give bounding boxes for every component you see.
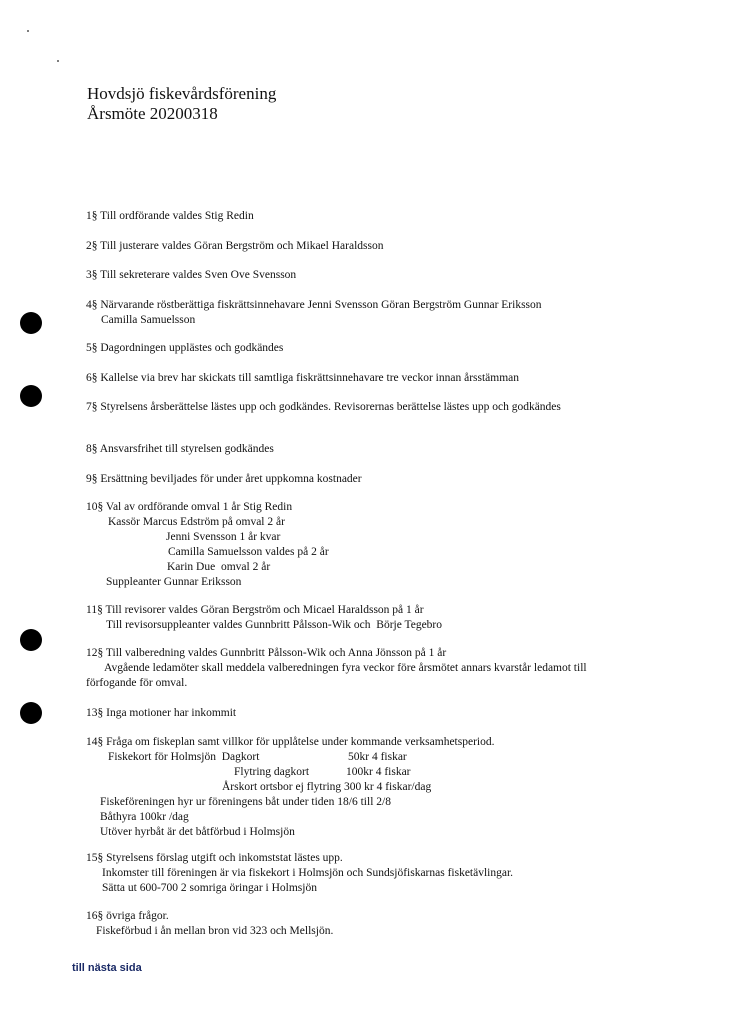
item-5: 5§ Dagordningen upplästes och godkändes	[86, 342, 284, 354]
item-12-line: 12§ Till valberedning valdes Gunnbritt Pålsson-Wik och Anna Jönsson på 1 år	[86, 647, 447, 659]
item-15	[86, 851, 646, 896]
fee-label: Årskort ortsbor ej flytring 300 kr 4 fiskar/dag	[222, 781, 432, 793]
item-12-line: förfogande för omval.	[86, 677, 188, 689]
item-15-line: Sätta ut 600-700 2 somriga öringar i Holmsjön	[102, 882, 317, 894]
fee-row	[86, 750, 646, 765]
punch-hole	[20, 385, 42, 407]
meeting-title: Årsmöte 20200318	[87, 104, 218, 123]
item-11-line: 11§ Till revisorer valdes Göran Bergström och Micael Haraldsson på 1 år	[86, 604, 424, 616]
item-6: 6§ Kallelse via brev har skickats till samtliga fiskrättsinnehavare tre veckor innan årsstämman	[86, 372, 520, 384]
item-9: 9§ Ersättning beviljades för under året uppkomna kostnader	[86, 473, 362, 485]
item-10-line: Kassör Marcus Edström på omval 2 år	[108, 516, 285, 528]
item-10-line: 10§ Val av ordförande omval 1 år Stig Redin	[86, 501, 293, 513]
item-8: 8§ Ansvarsfrihet till styrelsen godkändes	[86, 443, 274, 455]
item-15-line: 15§ Styrelsens förslag utgift och inkomststat lästes upp.	[86, 852, 343, 864]
item-10-line: Jenni Svensson 1 år kvar	[166, 531, 281, 543]
item-13: 13§ Inga motioner har inkommit	[86, 707, 237, 719]
item-16-line: Fiskeförbud i ån mellan bron vid 323 och Mellsjön.	[96, 925, 334, 937]
fee-label: Fiskekort för Holmsjön Dagkort	[108, 751, 260, 763]
document-header	[87, 84, 276, 124]
item-11	[86, 603, 646, 633]
item-3: 3§ Till sekreterare valdes Sven Ove Svensson	[86, 269, 297, 281]
item-12-line: Avgående ledamöter skall meddela valberedningen fyra veckor före årsmötet annars kvarstår ledamot till	[104, 662, 587, 674]
item-14-line: Fiskeföreningen hyr ur föreningens båt under tiden 18/6 till 2/8	[100, 796, 391, 808]
item-14	[86, 735, 646, 840]
item-1: 1§ Till ordförande valdes Stig Redin	[86, 210, 254, 222]
fee-price: 100kr 4 fiskar	[346, 766, 411, 778]
punch-hole	[20, 702, 42, 724]
item-14-line: Båthyra 100kr /dag	[100, 811, 189, 823]
item-12	[86, 646, 646, 691]
item-14-intro: 14§ Fråga om fiskeplan samt villkor för upplåtelse under kommande verksamhetsperiod.	[86, 736, 495, 748]
item-10-line: Camilla Samuelsson valdes på 2 år	[168, 546, 329, 558]
item-15-line: Inkomster till föreningen är via fiskekort i Holmsjön och Sundsjöfiskarnas fisketävlingar.	[102, 867, 514, 879]
item-10-line: Suppleanter Gunnar Eriksson	[106, 576, 242, 588]
item-7: 7§ Styrelsens årsberättelse lästes upp och godkändes. Revisorernas berättelse lästes upp och godkändes	[86, 401, 561, 413]
item-11-line: Till revisorsuppleanter valdes Gunnbritt Pålsson-Wik och Börje Tegebro	[106, 619, 443, 631]
item-2: 2§ Till justerare valdes Göran Bergström och Mikael Haraldsson	[86, 240, 384, 252]
item-10-line: Karin Due omval 2 år	[167, 561, 271, 573]
punch-hole	[20, 312, 42, 334]
scan-speck	[57, 60, 59, 62]
item-16	[86, 909, 646, 939]
item-4	[86, 298, 646, 328]
item-16-line: 16§ övriga frågor.	[86, 910, 169, 922]
item-4-line: Camilla Samuelsson	[101, 314, 196, 326]
item-4-line: 4§ Närvarande röstberättiga fiskrättsinnehavare Jenni Svensson Göran Bergström Gunnar Eriksson	[86, 299, 542, 311]
item-10	[86, 500, 646, 590]
next-page-note: till nästa sida	[72, 962, 142, 974]
scan-speck	[27, 30, 29, 32]
fee-row	[86, 780, 646, 795]
fee-price: 50kr 4 fiskar	[348, 751, 407, 763]
org-name: Hovdsjö fiskevårdsförening	[87, 84, 277, 103]
item-14-line: Utöver hyrbåt är det båtförbud i Holmsjön	[100, 826, 295, 838]
fee-label: Flytring dagkort	[234, 766, 310, 778]
punch-hole	[20, 629, 42, 651]
fee-row	[86, 765, 646, 780]
